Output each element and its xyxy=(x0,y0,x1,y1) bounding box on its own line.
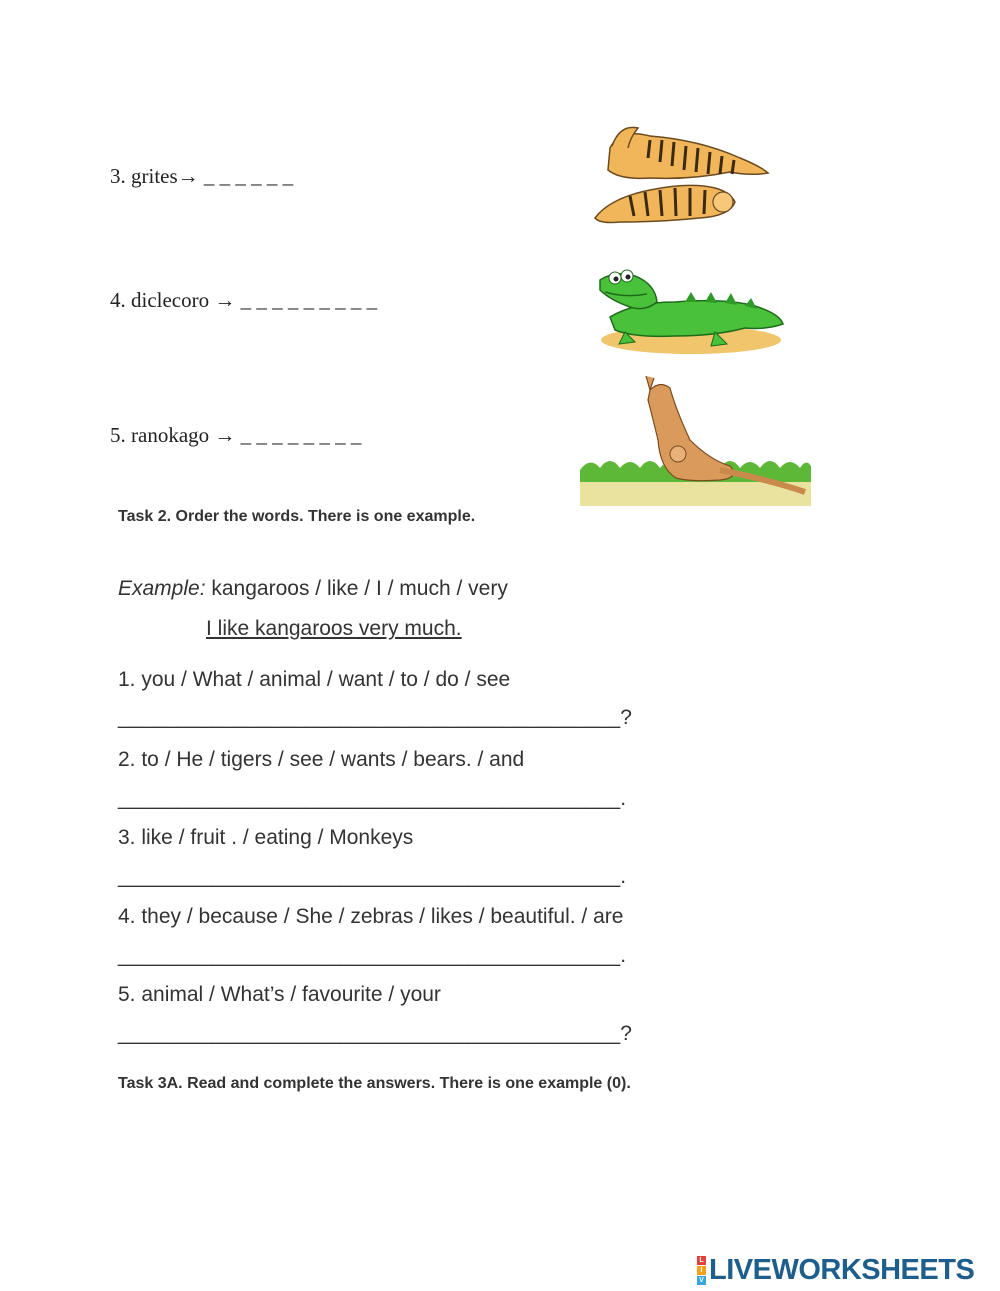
task2-answer-4[interactable]: ___________________________________________. xyxy=(118,944,627,967)
kangaroo-image xyxy=(580,370,811,506)
task2-answer-2[interactable]: ___________________________________________. xyxy=(118,787,627,810)
logo-mark-icon: L I V xyxy=(697,1256,706,1285)
example-answer: I like kangaroos very much. xyxy=(206,617,462,640)
liveworksheets-logo[interactable] xyxy=(697,1252,974,1288)
task2-answer-5[interactable]: ___________________________________________? xyxy=(118,1022,632,1045)
task2-item-2: 2. to / He / tigers / see / wants / bears. / and xyxy=(118,748,525,771)
task1-item-3: 3. grites→ _ _ _ _ _ _ xyxy=(110,164,294,188)
task2-answer-3[interactable]: ___________________________________________. xyxy=(118,865,627,888)
task1-item-5: 5. ranokago → _ _ _ _ _ _ _ _ xyxy=(110,423,362,447)
task2-item-3: 3. like / fruit . / eating / Monkeys xyxy=(118,826,414,849)
logo-text: LIVEWORKSHEETS xyxy=(709,1253,975,1286)
task3-heading: Task 3A. Read and complete the answers. There is one example (0). xyxy=(118,1075,631,1092)
task2-item-1: 1. you / What / animal / want / to / do / see xyxy=(118,668,511,691)
example-words: kangaroos / like / I / much / very xyxy=(205,577,508,600)
task2-item-5: 5. animal / What’s / favourite / your xyxy=(118,983,441,1006)
tigers-image xyxy=(590,118,770,230)
task2-heading: Task 2. Order the words. There is one example. xyxy=(118,508,476,525)
crocodile-image xyxy=(595,262,787,357)
task2-example xyxy=(118,577,508,601)
task2-answer-1[interactable]: ___________________________________________? xyxy=(118,706,632,729)
example-label: Example: xyxy=(118,577,206,600)
task1-item-4: 4. diclecoro → _ _ _ _ _ _ _ _ _ xyxy=(110,288,378,312)
task2-item-4: 4. they / because / She / zebras / likes / beautiful. / are xyxy=(118,905,624,928)
